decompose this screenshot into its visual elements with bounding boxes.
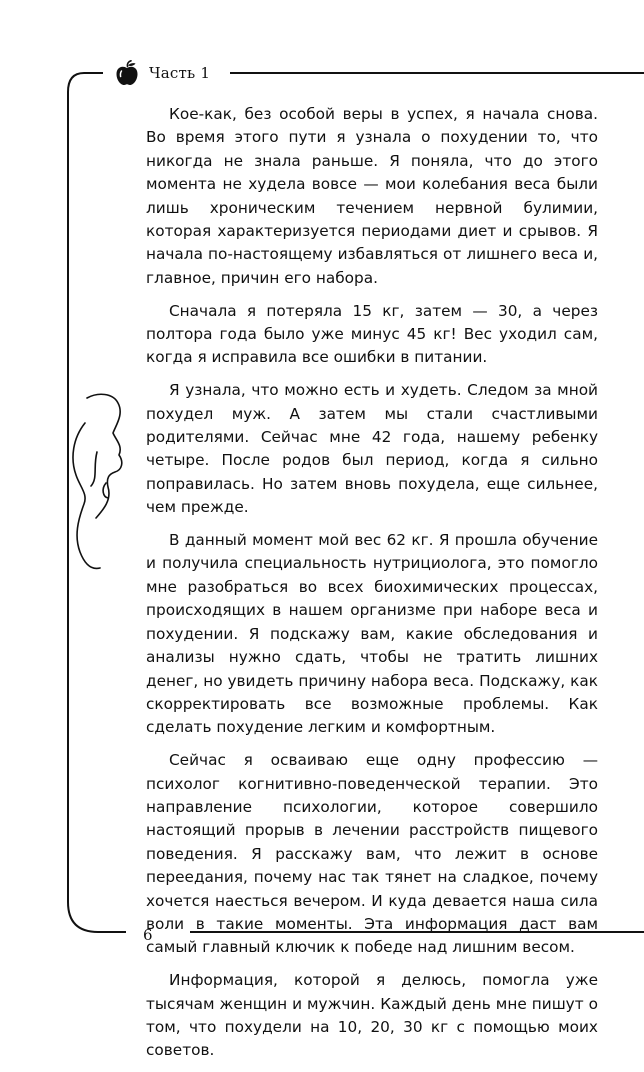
chapter-header <box>115 60 210 86</box>
paragraph: Я узнала, что можно есть и худеть. Следом за мной похудел муж. А затем мы стали счастливыми родителями. Сейчас мне 42 года, нашему ребенку четыре. После родов был период, когда я сильно поправилась. Но затем вновь похудела, еще сильнее, чем прежде. <box>146 381 598 517</box>
paragraph: В данный момент мой вес 62 кг. Я прошла обучение и получила специальность нутрициолога, это помогло мне разобраться во всех биохимических процессах, происходящих в нашем организме при наборе веса и похудении. Я подскажу вам, какие обследования и анализы нужно сдать, чтобы не тратить лишних денег, но увидеть причину набора веса. Подскажу, как скорректировать все возможные проблемы. Как сделать похудение легким и комфортным. <box>146 531 598 737</box>
apple-icon <box>115 60 139 86</box>
paragraph: Кое-как, без особой веры в успех, я начала снова. Во время этого пути я узнала о похудении то, что никогда не знала раньше. Я поняла, что до этого момента не худела вовсе — мои колебания веса были лишь хроническим течением нервной булимии, которая характеризуется периодами диет и срывов. Я начала по-настоящему избавляться от лишнего веса и, главное, причин его набора. <box>146 105 598 287</box>
paragraph: Сначала я потеряла 15 кг, затем — 30, а через полтора года было уже минус 45 кг! Вес уходил сам, когда я исправила все ошибки в питании. <box>146 301 598 367</box>
chapter-title: Часть 1 <box>149 64 211 82</box>
paragraph: Информация, которой я делюсь, помогла уже тысячам женщин и мужчин. Каждый день мне пишут о том, что похудели на 10, 20, 30 кг с помощью моих советов. <box>146 971 598 1060</box>
page-number: 6 <box>143 926 153 944</box>
paragraph: Сейчас я осваиваю еще одну профессию — психолог когнитивно-поведенческой терапии. Это направление психологии, которое совершило настоящий прорыв в лечении расстройств пищевого поведения. Я расскажу вам, что лежит в основе переедания, почему нас так тянет на сладкое, почему хочется наесться вечером. И куда девается наша сила воли в такие моменты. Эта информация даст вам самый главный ключик к победе над лишним весом. <box>146 751 598 957</box>
body-text <box>146 103 598 1072</box>
